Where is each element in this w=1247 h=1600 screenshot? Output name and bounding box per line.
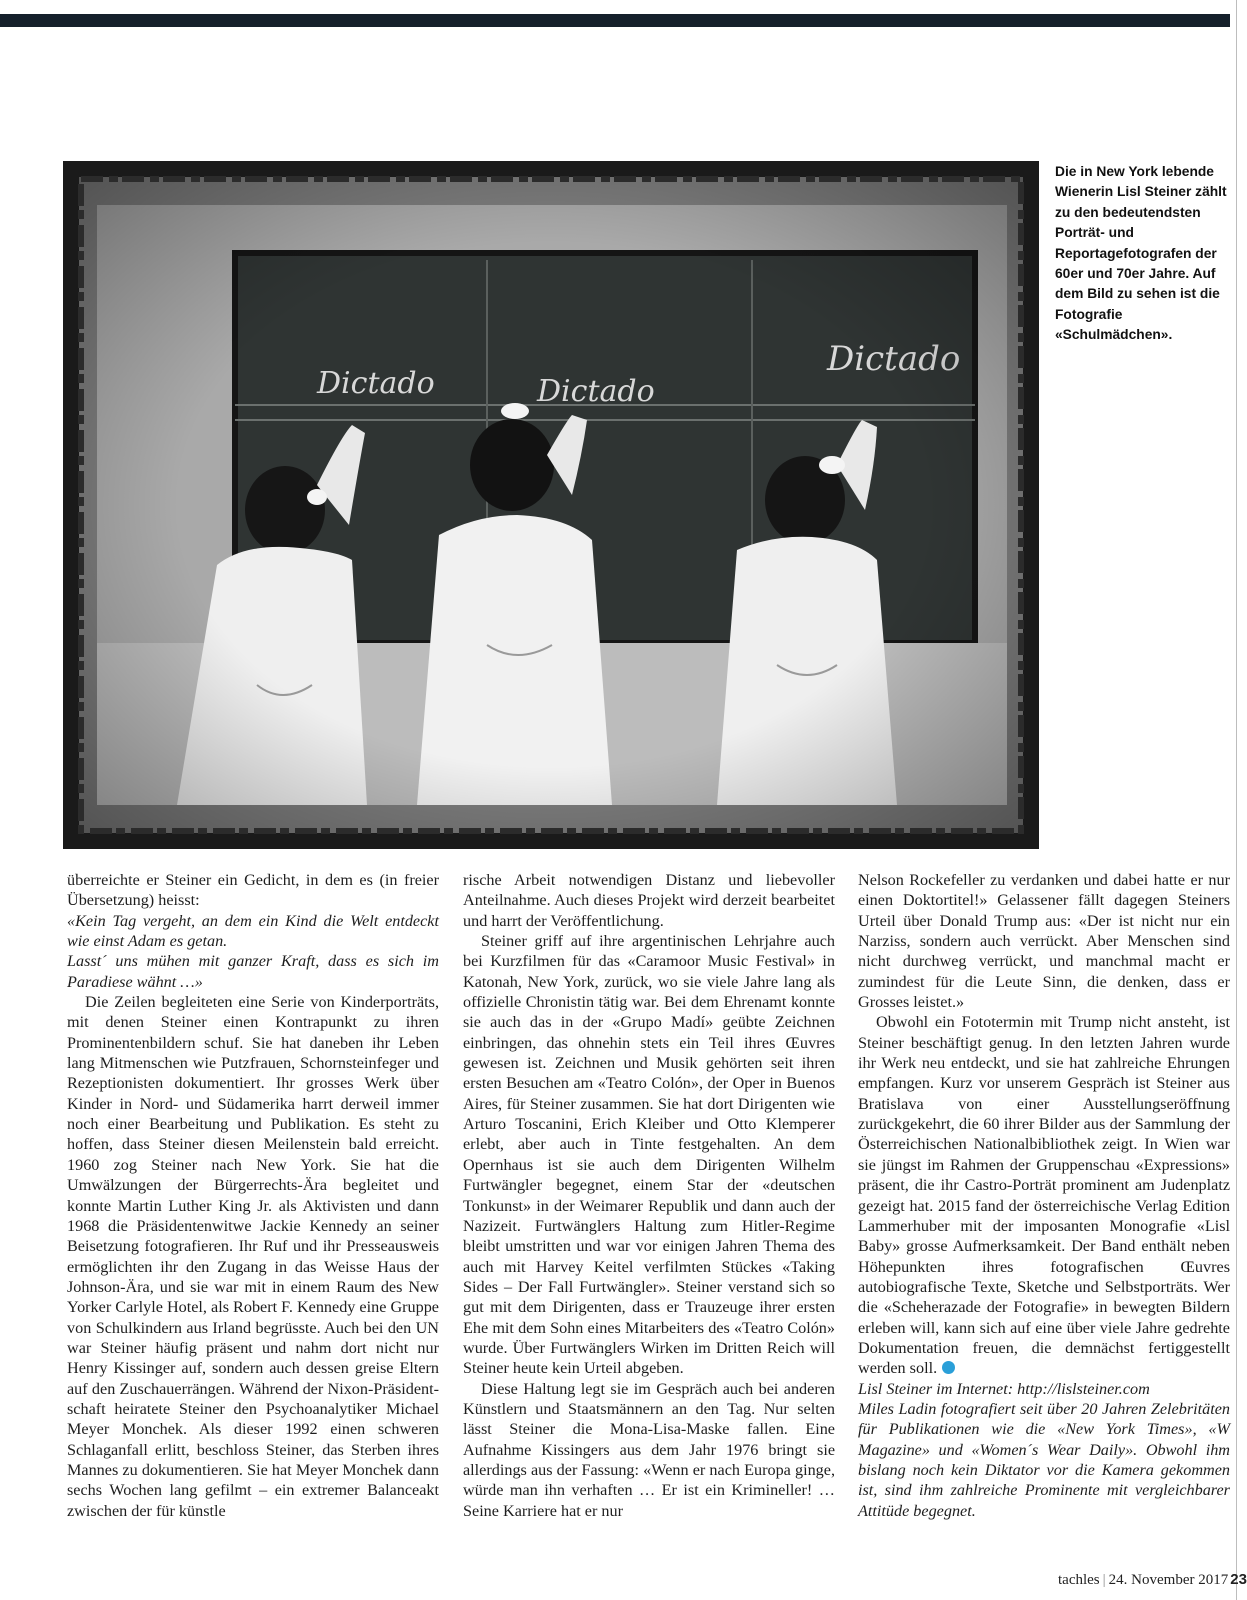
photo-illustration bbox=[67, 165, 1035, 845]
article-column-1 bbox=[67, 870, 439, 1521]
paragraph: Steiner griff auf ihre argentinischen Lehrjahre auch bei Kurzfilmen für das «Caramoor Music Festival» in Katonah, New York, zurück, wo sie viele Jahre lang als offizielle Chronistin tätig war. Bei dem Ehrenamt konnte sie auch das in der «Grupo Madí» geübte Zeichnen einbringen, das ohnehin stets ein Teil ihres Œuvres gewesen ist. Zeichnen und Musik gehörten seit ihren ersten Besuchen am «Teatro Colón», der Oper in Buenos Aires, für Steiner zusammen. Sie hat dort Dirigenten wie Arturo Toscanini, Erich Kleiber und Otto Klemperer erlebt, aber auch in Tinte festgehalten. An dem Opernhaus ist sie auch dem Dirigenten Wilhelm Furtwängler begegnet, einem Star der «deutschen Tonkunst» in der Weimarer Republik und dann auch der Nazizeit. Furtwänglers Haltung zum Hitler-Regime bleibt umstritten und war vor einigen Jahren Thema des auch mit Harvey Keitel verfilmten Stückes «Taking Sides – Der Fall Furtwängler». Steiner verstand sich so gut mit dem Dirigenten, dass er Trauzeuge ihrer ersten Ehe mit dem Sohn eines Mitarbeiters des «Teatro Colón» wurde. Über Furtwänglers Wirken im Dritten Reich will Steiner heute kein Urteil abgeben. bbox=[463, 932, 835, 1378]
paragraph: rische Arbeit notwendigen Distanz und liebevoller Anteilnahme. Auch dieses Projekt wird derzeit bearbeitet und harrt der Veröffentlichung. bbox=[463, 871, 835, 930]
footer-separator: | bbox=[1102, 1572, 1106, 1588]
photo-caption: Die in New York lebende Wienerin Lisl Steiner zählt zu den bedeutendsten Porträt- und Reportagefotografen der 60er und 70er Jahre. Auf dem Bild zu sehen ist die Fotografie «Schulmädchen». bbox=[1055, 164, 1227, 343]
issue-date: 24. November 2017 bbox=[1108, 1572, 1229, 1588]
article-column-2 bbox=[463, 870, 835, 1521]
poem-line: Lasst´ uns mühen mit ganzer Kraft, dass es sich im Paradiese wähnt …» bbox=[67, 952, 439, 991]
paragraph: überreichte er Steiner ein Gedicht, in dem es (in freier Übersetzung) heisst: bbox=[67, 871, 439, 910]
end-mark-icon bbox=[942, 1361, 955, 1374]
article-column-3 bbox=[858, 870, 1230, 1521]
page-number: 23 bbox=[1230, 1571, 1247, 1588]
paragraph: Die Zeilen begleiteten eine Serie von Kinderporträts, mit denen Steiner einen Kontrapunkt zu ihren Prominentenbildern schuf. Sie hat daneben ihr Leben lang Mitmenschen wie Putzfrauen, Schornsteinfeger und Rezeptionisten dokumentiert. Ihr grosses Werk über Kinder in Nord- und Südamerika harrt derweil immer noch einer Bearbeitung und Publikation. Es steht zu hoffen, dass Steiner diesen Meilenstein bald erreicht. 1960 zog Steiner nach New York. Sie hat die Umwälzungen der Bürgerrechts-Ära begleitet und konnte Martin Luther King Jr. als Aktivisten und dann 1968 die Präsidentenwitwe Jackie Kennedy an seiner Beisetzung fotografieren. Ihr Ruf und ihr Presseausweis ermöglichten ihr den Zugang in das Weisse Haus der Johnson-Ära, und sie war mit in einem Raum des New Yorker Carlyle Hotel, als Robert F. Kennedy eine Gruppe von Schulkindern aus Irland begrüsste. Auch bei den UN war Steiner häufig präsent und nahm dort nicht nur Henry Kissinger auf, sondern auch dessen greise Eltern auf den Zuschauerrängen. Während der Nixon-Präsidentschaft heiratete Steiner den Psychoanalytiker Michael Meyer Monchek. Als dieser 1992 einen schweren Schlaganfall erlitt, beschloss Steiner, das Sterben ihres Mannes zu dokumentieren. Sie hat Meyer Monchek dann sechs Wochen lang gefilmt – ein extremer Balanceakt zwischen der für künstle bbox=[67, 993, 439, 1520]
page-edge-line bbox=[1236, 0, 1237, 1600]
paragraph: Diese Haltung legt sie im Gespräch auch bei anderen Künstlern und Staatsmännern an den Tag. Nur selten lässt Steiner die Mona-Lisa-Maske fallen. Eine Aufnahme Kissingers aus dem Jahr 1976 bringt sie allerdings aus der Fassung: «Wenn er nach Europa ginge, würde man ihn verhaften … Er ist ein Krimineller! … Seine Karriere hat er nur bbox=[463, 1379, 835, 1520]
author-bio: Miles Ladin fotografiert seit über 20 Jahren Zelebritäten für Publikationen wie die «New York Times», «W Magazine» und «Women´s Wear Daily». Obwohl ihm bislang noch kein Diktator vor die Kamera gekommen ist, sind ihm zahlreiche Prominente mit vergleichbarer Attitüde begegnet. bbox=[858, 1399, 1230, 1520]
author-note: Lisl Steiner im Internet: http://lislsteiner.com bbox=[858, 1379, 1150, 1398]
paragraph bbox=[858, 1012, 1230, 1378]
paragraph-text: Obwohl ein Fototermin mit Trump nicht ansteht, ist Steiner beschäftigt genug. In den letzten Jahren wurde ihr Werk neu entdeckt, und sie hat zahlreiche Ehrungen empfangen. Kurz vor unserem Gespräch ist Steiner aus Bratislava von einer Ausstellungseröffnung zurückgekehrt, die 60 ihrer Bilder aus der Sammlung der Österreichischen Nationalbibliothek zeigt. In Wien war sie jüngst im Rahmen der Gruppenschau «Expressions» präsent, die ihr Castro-Porträt prominent am Judenplatz gezeigt hat. 2015 fand der österreichische Verlag Edition Lammerhuber mit der imposanten Monografie «Lisl Baby» grosse Aufmerksamkeit. Der Band enthält neben Höhepunkten ihres fotografischen Œuvres autobiografische Texte, Sketche und Selbstporträts. Wer die «Scheherazade der Fotografie» in bewegten Bildern erleben will, kann sich auf eine über viele Jahre gedrehte Dokumentation freuen, die demnächst fertiggestellt werden soll. bbox=[858, 1013, 1230, 1378]
photo-schulmaedchen bbox=[67, 165, 1035, 845]
publication-name: tachles bbox=[1058, 1572, 1100, 1588]
paragraph: Nelson Rockefeller zu verdanken und dabei hatte er nur einen Doktortitel!» Gelassener fällt dagegen Steiners Urteil über Donald Trump aus: «Der ist nicht nur ein Narziss, sondern auch verrückt. Aber Menschen sind nicht durchweg verrückt, und manchmal macht er zumindest für die Leute Sinn, die denken, dass er Grosses leistet.» bbox=[858, 871, 1230, 1012]
poem-line: «Kein Tag vergeht, an dem ein Kind die Welt entdeckt wie einst Adam es getan. bbox=[67, 911, 439, 951]
page-footer bbox=[1058, 1571, 1247, 1589]
top-rule bbox=[0, 14, 1230, 27]
